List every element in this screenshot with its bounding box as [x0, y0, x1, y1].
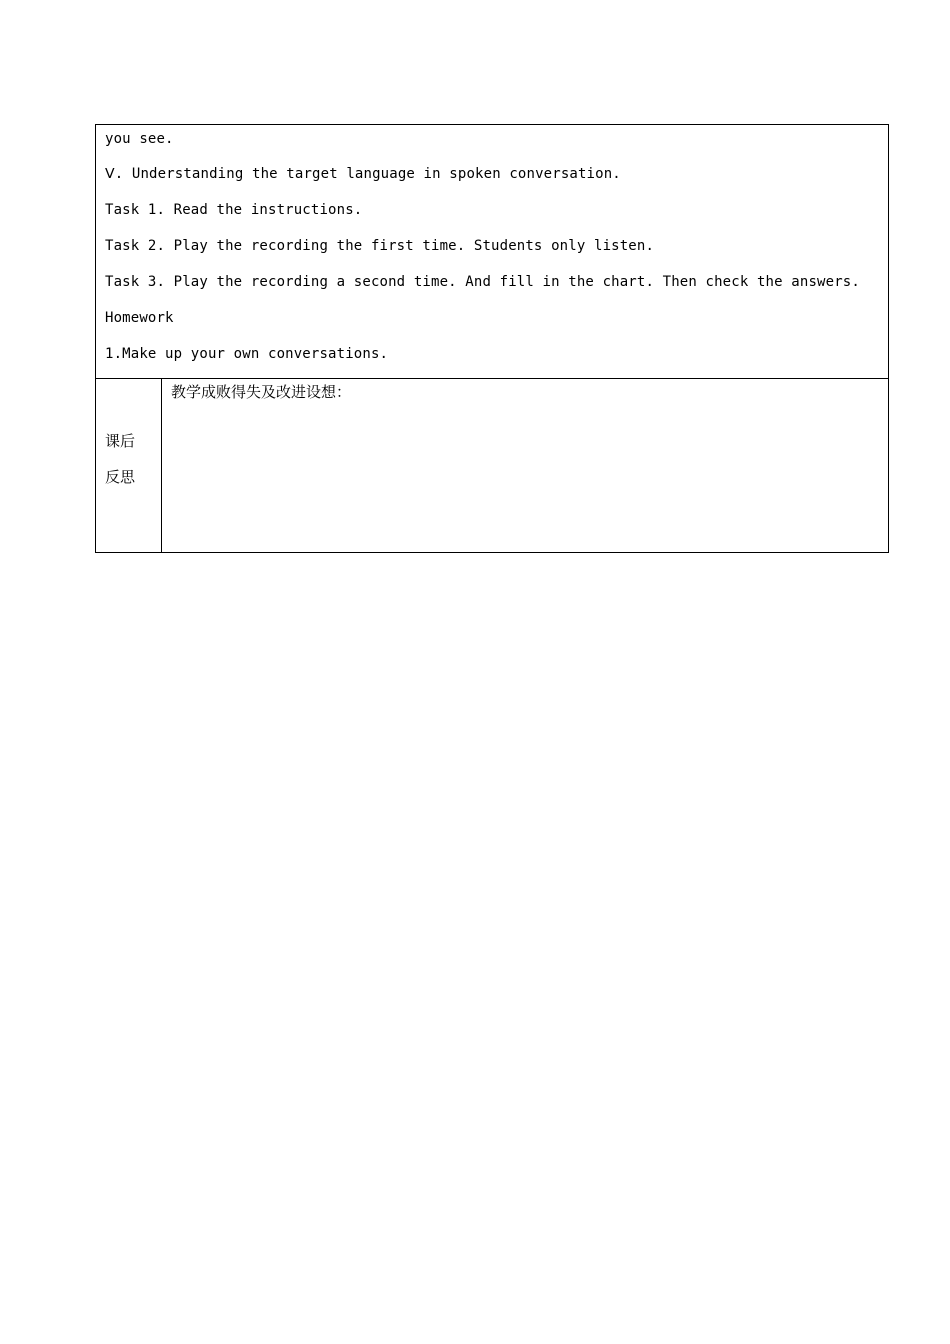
reflection-label-line: 课后 [105, 432, 136, 450]
homework-heading: Homework [105, 310, 174, 326]
procedure-line: Task 2. Play the recording the first time. Students only listen. [105, 238, 655, 254]
teaching-procedure-cell [96, 125, 888, 379]
procedure-line: you see. [105, 131, 174, 147]
procedure-line: Task 3. Play the recording a second time. And fill in the chart. Then check the answers. [105, 274, 860, 290]
procedure-line: Ⅴ. Understanding the target language in spoken conversation. [105, 166, 621, 182]
reflection-heading: 教学成败得失及改进设想： [171, 383, 352, 401]
lesson-plan-table [95, 124, 889, 553]
reflection-label-cell [96, 379, 162, 552]
reflection-row [96, 379, 888, 552]
reflection-label-line: 反思 [105, 468, 136, 486]
reflection-content-cell[interactable] [162, 379, 888, 552]
procedure-line: Task 1. Read the instructions. [105, 202, 363, 218]
homework-item: 1.Make up your own conversations. [105, 346, 389, 362]
